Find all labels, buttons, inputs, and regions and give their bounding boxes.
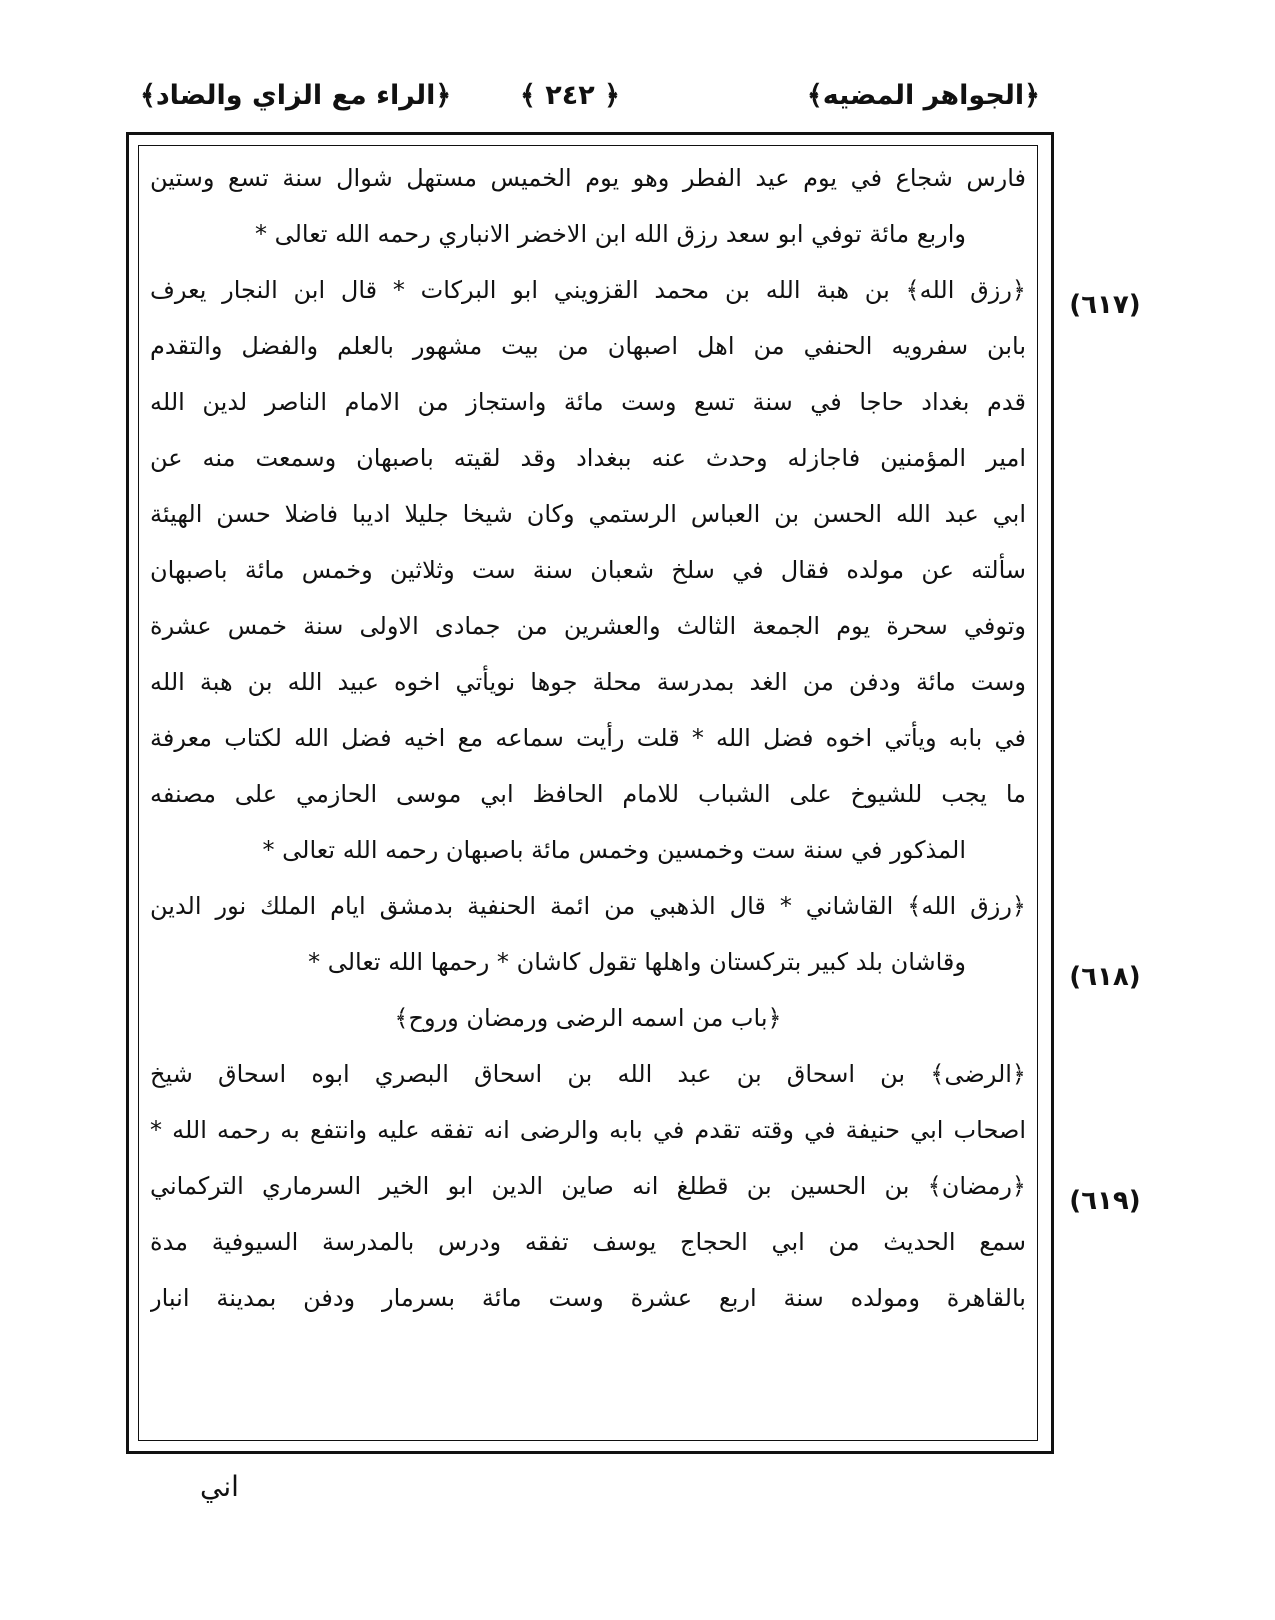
text-line: واربع مائة توفي ابو سعد رزق الله ابن الاخضر الانباري رحمه الله تعالى * — [254, 220, 966, 248]
text-line: ابي عبد الله الحسن بن العباس الرستمي وكان شيخا جليلا اديبا فاضلا حسن الهيئة — [150, 500, 1026, 528]
text-line: اصحاب ابي حنيفة في وقته تقدم في بابه والرضى انه تفقه عليه وانتفع به رحمه الله * — [150, 1116, 1026, 1144]
text-line: سألته عن مولده فقال في سلخ شعبان سنة ست وثلاثين وخمس مائة باصبهان — [150, 556, 1026, 584]
chapter-heading: ﴿باب من اسمه الرضى ورمضان وروح﴾ — [394, 1004, 782, 1032]
text-line: في بابه ويأتي اخوه فضل الله * قلت رأيت سماعه مع اخيه فضل الله لكتاب معرفة — [150, 724, 1026, 752]
catchword: اني — [200, 1470, 239, 1503]
text-line: سمع الحديث من ابي الحجاج يوسف تفقه ودرس بالمدرسة السيوفية مدة — [150, 1228, 1026, 1256]
section-title: ﴿الراء مع الزاي والضاد﴾ — [140, 80, 452, 111]
text-line: وتوفي سحرة يوم الجمعة الثالث والعشرين من جمادى الاولى سنة خمس عشرة — [150, 612, 1026, 640]
text-line: المذكور في سنة ست وخمسين وخمس مائة باصبهان رحمه الله تعالى * — [262, 836, 966, 864]
text-line: فارس شجاع في يوم عيد الفطر وهو يوم الخميس مستهل شوال سنة تسع وستين — [150, 164, 1026, 192]
entry-heading-618: ﴿رزق الله﴾ القاشاني * قال الذهبي من ائمة الحنفية بدمشق ايام الملك نور الدين — [150, 892, 1026, 920]
book-title: ﴿الجواهر المضيه﴾ — [806, 80, 1040, 111]
entry-heading-617: ﴿رزق الله﴾ بن هبة الله بن محمد القزويني ابو البركات * قال ابن النجار يعرف — [150, 276, 1026, 304]
entry-number-618: (٦١٨) — [1069, 962, 1141, 992]
entry-heading-ridha: ﴿الرضى﴾ بن اسحاق بن عبد الله بن اسحاق البصري ابوه اسحاق شيخ — [150, 1060, 1026, 1088]
page-header — [140, 80, 1040, 130]
entry-number-619: (٦١٩) — [1069, 1186, 1141, 1216]
text-line: وست مائة ودفن من الغد بمدرسة محلة جوها نويأتي اخوه عبيد الله بن هبة الله — [150, 668, 1026, 696]
text-line: ما يجب للشيوخ على الشباب للامام الحافظ ابي موسى الحازمي على مصنفه — [150, 780, 1026, 808]
text-line: امير المؤمنين فاجازله وحدث عنه ببغداد وقد لقيته باصبهان وسمعت منه عن — [150, 444, 1026, 472]
page-number: ﴿ ٢٤٢ ﴾ — [520, 80, 620, 111]
main-text — [150, 150, 1026, 1326]
text-line: بالقاهرة ومولده سنة اربع عشرة وست مائة بسرمار ودفن بمدينة انبار — [150, 1284, 1026, 1312]
text-line: بابن سفرويه الحنفي من اهل اصبهان من بيت مشهور بالعلم والفضل والتقدم — [150, 332, 1026, 360]
entry-number-617: (٦١٧) — [1069, 290, 1141, 320]
text-line: وقاشان بلد كبير بتركستان واهلها تقول كاشان * رحمها الله تعالى * — [308, 948, 966, 976]
entry-heading-619: ﴿رمضان﴾ بن الحسين بن قطلغ انه صاين الدين ابو الخير السرماري التركماني — [150, 1172, 1026, 1200]
text-line: قدم بغداد حاجا في سنة تسع وست مائة واستجاز من الامام الناصر لدين الله — [150, 388, 1026, 416]
